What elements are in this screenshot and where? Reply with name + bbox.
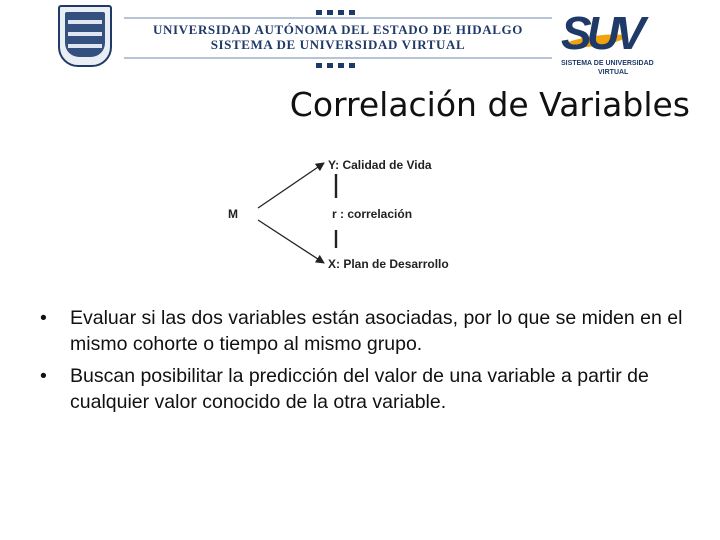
banner-dots-bottom bbox=[316, 63, 355, 68]
diagram-relation-r: r : correlación bbox=[332, 207, 413, 221]
crest-stripe bbox=[68, 32, 102, 36]
slide-header bbox=[0, 0, 720, 82]
bullet-text: Evaluar si las dos variables están asociadas, por lo que se miden en el mismo cohorte o tiempo al mismo grupo. bbox=[70, 307, 683, 355]
diagram-variable-x: X: Plan de Desarrollo bbox=[328, 257, 449, 271]
bullet-list bbox=[40, 305, 690, 421]
arrow-to-y bbox=[258, 163, 324, 208]
diagram-variable-y: Y: Calidad de Vida bbox=[328, 158, 432, 172]
crest-stripe bbox=[68, 20, 102, 24]
bullet-text: Buscan posibilitar la predicción del valor de una variable a partir de cualquier valor conocido de la otra variable. bbox=[70, 365, 649, 413]
suv-caption-line1: SISTEMA DE UNIVERSIDAD bbox=[561, 60, 654, 67]
bullet-dot-icon: • bbox=[40, 365, 47, 387]
crest-shield bbox=[65, 12, 105, 57]
suv-caption-line2: VIRTUAL bbox=[598, 69, 629, 76]
suv-logo-text: SUV bbox=[561, 7, 641, 59]
slide-title: Correlación de Variables bbox=[289, 85, 690, 124]
banner-rule-bottom bbox=[124, 57, 552, 59]
bullet-dot-icon: • bbox=[40, 307, 47, 329]
bullet-item bbox=[40, 305, 690, 357]
university-name: UNIVERSIDAD AUTÓNOMA DEL ESTADO DE HIDALGO bbox=[153, 22, 523, 37]
arrow-to-x bbox=[258, 220, 324, 263]
diagram-source-m: M bbox=[228, 207, 238, 221]
bullet-item bbox=[40, 363, 690, 415]
banner-rule-top bbox=[124, 17, 552, 19]
suv-logo bbox=[558, 8, 674, 78]
university-crest-icon bbox=[58, 5, 112, 67]
correlation-diagram bbox=[220, 150, 490, 275]
university-banner bbox=[124, 7, 552, 69]
crest-stripe bbox=[68, 44, 102, 48]
university-subtitle: SISTEMA DE UNIVERSIDAD VIRTUAL bbox=[210, 37, 466, 52]
banner-dots-top bbox=[316, 10, 355, 15]
